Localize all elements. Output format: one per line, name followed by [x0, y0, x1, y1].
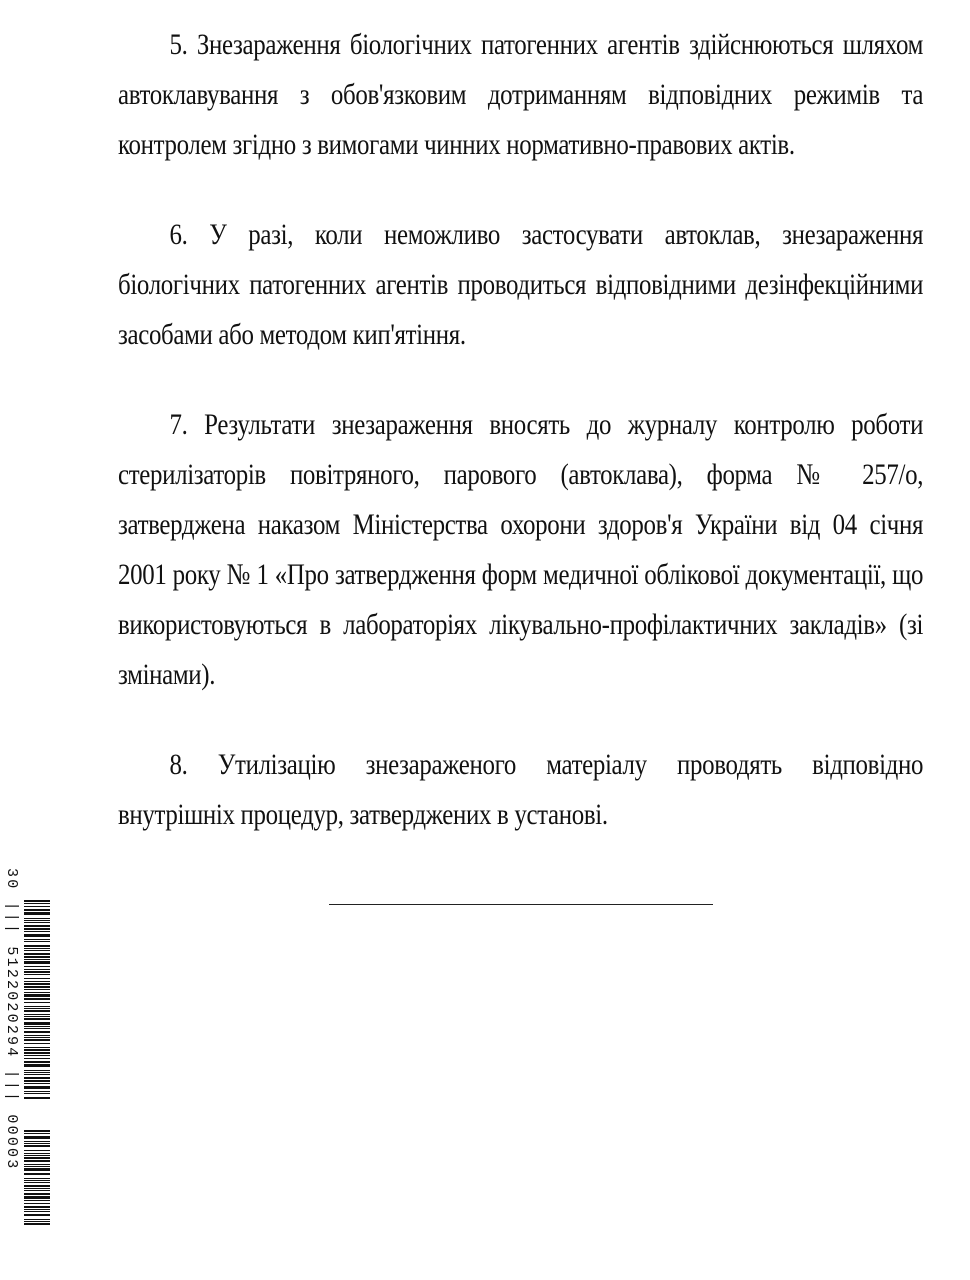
barcode-bar	[24, 1143, 50, 1144]
barcode-bar	[24, 950, 50, 951]
barcode-bar	[24, 1178, 50, 1179]
barcode-bar	[24, 1219, 50, 1220]
barcode-bar	[24, 1193, 50, 1195]
barcode-bar	[24, 1180, 50, 1181]
barcode-bar	[24, 1018, 50, 1020]
barcode-bar	[24, 928, 50, 930]
barcode-bar	[24, 925, 50, 927]
barcode-bar	[24, 1080, 50, 1082]
barcode-bar	[24, 1058, 50, 1059]
barcode-bar	[24, 1072, 50, 1073]
barcode-bar	[24, 1206, 50, 1208]
barcode-bar	[24, 1026, 50, 1027]
barcode-bar	[24, 1091, 50, 1092]
barcode-bar	[24, 966, 50, 967]
barcode-bar	[24, 1209, 50, 1210]
barcode-bar	[24, 1155, 50, 1156]
barcode-bar	[24, 1031, 50, 1033]
barcode-bar	[24, 994, 50, 997]
paragraph-8: 8. Утилізацію знезараженого матеріалу проводять відповідно внутрішніх процедур, затверджених в установі.	[118, 748, 924, 831]
barcode-bar	[24, 959, 50, 960]
barcode-bar	[24, 1214, 50, 1216]
barcode-bar	[24, 1160, 50, 1162]
barcode-bar	[24, 1074, 50, 1075]
barcode-bar	[24, 918, 50, 919]
barcode-bar	[24, 961, 50, 964]
barcode-bar	[24, 1166, 50, 1167]
barcode-bar	[24, 1145, 50, 1147]
paragraph-5: 5. Знезараження біологічних патогенних агентів здійснюються шляхом автоклавування з обов'язковим дотриманням відповідних режимів та контролем згідно з вимогами чинних нормативно-правових актів.	[118, 28, 924, 161]
barcode-bar	[24, 1203, 50, 1204]
barcode-bar	[24, 1061, 50, 1063]
document-barcode	[2, 868, 54, 1228]
barcode-bars-icon	[22, 868, 52, 1228]
barcode-bar	[24, 948, 50, 949]
barcode-bar	[24, 909, 50, 911]
barcode-bar	[24, 1008, 50, 1009]
barcode-bar	[24, 912, 50, 915]
barcode-bar	[24, 1086, 50, 1089]
barcode-bar	[24, 983, 50, 985]
barcode-bar	[24, 1006, 50, 1007]
barcode-bar	[24, 989, 50, 990]
barcode-bar	[24, 1022, 50, 1025]
barcode-bar	[24, 1052, 50, 1054]
paragraph-6: 6. У разі, коли неможливо застосувати автоклав, знезараження біологічних патогенних агентів проводиться відповідними дезінфекційними засобами або методом кип'ятіння.	[118, 218, 924, 351]
barcode-bar	[24, 922, 50, 923]
barcode-bar	[24, 1064, 50, 1067]
barcode-bar	[24, 1223, 50, 1225]
barcode-bar	[24, 1035, 50, 1036]
barcode-bar	[24, 974, 50, 975]
barcode-bar	[24, 1190, 50, 1191]
barcode-bar	[24, 1185, 50, 1187]
barcode-bar	[24, 978, 50, 979]
barcode-bar	[24, 1097, 50, 1099]
barcode-bar	[24, 1002, 50, 1003]
barcode-bar	[24, 1133, 50, 1134]
barcode-bar	[24, 1037, 50, 1038]
barcode-bar	[24, 1028, 50, 1029]
barcode-bar	[24, 1083, 50, 1084]
barcode-bar	[24, 900, 50, 902]
barcode-bar	[24, 1043, 50, 1044]
barcode-bar	[24, 1130, 50, 1132]
barcode-bar	[24, 969, 50, 970]
barcode-bar	[24, 1168, 50, 1171]
barcode-bar	[24, 934, 50, 937]
barcode-bar	[24, 981, 50, 982]
barcode-bar	[24, 998, 50, 1000]
barcode-bar	[24, 1188, 50, 1189]
barcode-bar	[24, 1164, 50, 1165]
barcode-bar	[24, 953, 50, 955]
barcode-number: 30 ||| 5122020294 ||| 00003	[3, 868, 20, 1171]
barcode-bar	[24, 971, 50, 973]
barcode-bar	[24, 1150, 50, 1151]
barcode-bar	[24, 1141, 50, 1142]
paragraph-7: 7. Результати знезараження вносять до журналу контролю роботи стерилізаторів повітряного, парового (автоклава), форма № 257/о, затверджена наказом Міністерства охорони здоров'я України від 04 січня 2001 року № 1 «Про затвердження форм медичної облікової документації, що використовуються в лабораторіях лікувально-профілактичних закладів» (зі змінами).	[118, 408, 924, 691]
barcode-bar	[24, 1055, 50, 1056]
barcode-bar	[24, 1157, 50, 1159]
barcode-bar	[24, 1070, 50, 1071]
barcode-bar	[24, 956, 50, 958]
barcode-bar	[24, 920, 50, 921]
barcode-bar	[24, 1077, 50, 1079]
barcode-bar	[24, 903, 50, 904]
barcode-bar	[24, 941, 50, 942]
document-body	[118, 20, 923, 840]
barcode-bar	[24, 1010, 50, 1012]
barcode-bar	[24, 931, 50, 932]
barcode-bar	[24, 1093, 50, 1094]
barcode-bar	[24, 992, 50, 993]
barcode-bar	[24, 1136, 50, 1139]
barcode-bar	[24, 1182, 50, 1183]
barcode-bar	[24, 1173, 50, 1175]
barcode-bar	[24, 1153, 50, 1154]
barcode-bar	[24, 1196, 50, 1199]
barcode-bar	[24, 1211, 50, 1212]
barcode-bar	[24, 986, 50, 988]
barcode-bar	[24, 945, 50, 947]
barcode-bar	[24, 1221, 50, 1222]
barcode-bar	[24, 906, 50, 907]
barcode-bar	[24, 1039, 50, 1041]
barcode-bar	[24, 1014, 50, 1015]
barcode-bar	[24, 1016, 50, 1017]
barcode-bar	[24, 1049, 50, 1051]
end-of-document-rule	[329, 904, 713, 905]
barcode-bar	[24, 939, 50, 940]
barcode-bar	[24, 1047, 50, 1048]
barcode-bar	[24, 1200, 50, 1201]
